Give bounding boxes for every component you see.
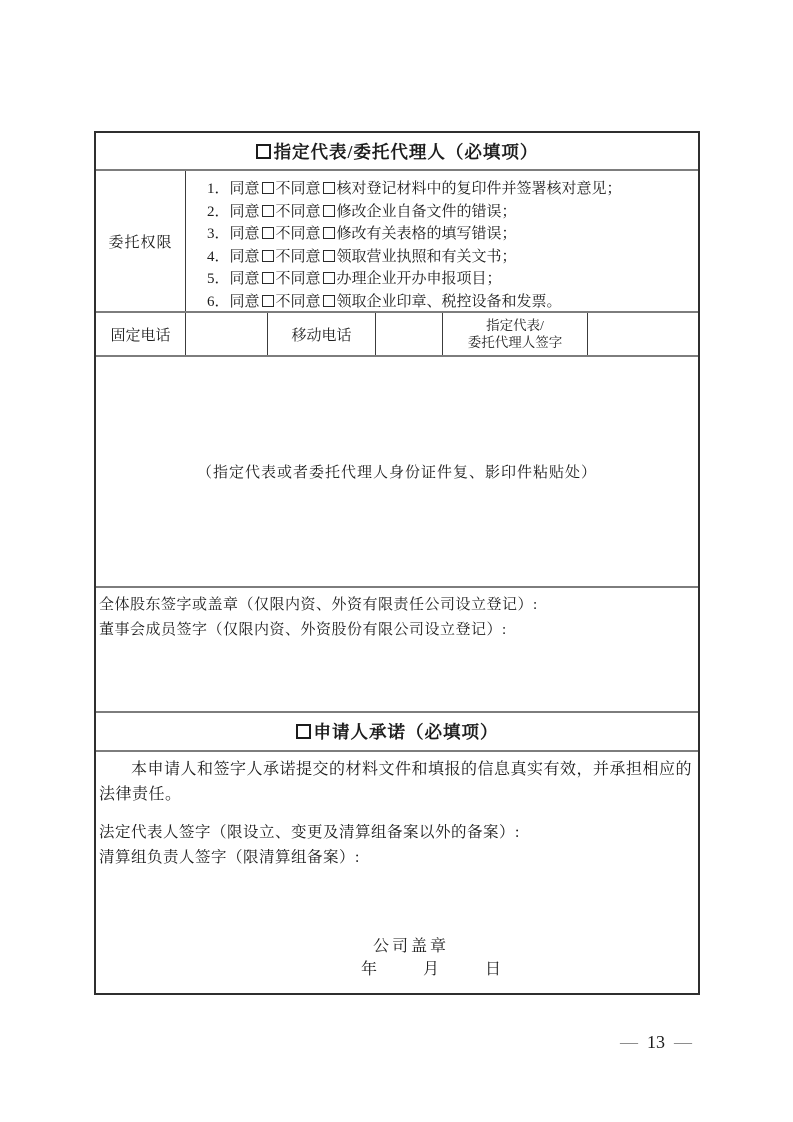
authorization-row bbox=[96, 171, 698, 313]
disagree-checkbox[interactable] bbox=[323, 182, 335, 194]
delegate-section-title: 指定代表/委托代理人（必填项） bbox=[273, 141, 539, 162]
disagree-label: 不同意 bbox=[275, 226, 321, 243]
page-number-footer bbox=[620, 1032, 692, 1053]
authorization-item bbox=[207, 268, 692, 291]
item-text: 领取企业印章、税控设备和发票。 bbox=[336, 293, 562, 310]
disagree-label: 不同意 bbox=[275, 293, 321, 310]
disagree-label: 不同意 bbox=[275, 248, 321, 265]
item-text: 核对登记材料中的复印件并签署核对意见； bbox=[336, 181, 622, 197]
disagree-label: 不同意 bbox=[275, 181, 321, 197]
disagree-checkbox[interactable] bbox=[323, 295, 335, 307]
item-number: 1． bbox=[207, 181, 230, 197]
page-number: 13 bbox=[647, 1032, 665, 1052]
mobile-phone-input-cell[interactable] bbox=[376, 313, 443, 355]
item-text: 办理企业开办申报项目； bbox=[336, 271, 502, 288]
disagree-label: 不同意 bbox=[275, 271, 321, 288]
mobile-phone-label: 移动电话 bbox=[268, 313, 376, 355]
disagree-checkbox[interactable] bbox=[323, 272, 335, 284]
agree-checkbox[interactable] bbox=[262, 295, 274, 307]
item-text: 修改企业自备文件的错误； bbox=[336, 203, 517, 220]
authorization-item bbox=[207, 201, 692, 224]
item-number: 3． bbox=[207, 226, 230, 243]
item-number: 4． bbox=[207, 248, 230, 265]
board-member-sign-label: 董事会成员签字（仅限内资、外资股份有限公司设立登记）: bbox=[99, 622, 507, 638]
id-copy-paste-note: （指定代表或者委托代理人身份证件复、影印件粘贴处） bbox=[196, 465, 597, 481]
item-number: 2． bbox=[207, 203, 230, 220]
agree-checkbox[interactable] bbox=[262, 272, 274, 284]
promise-section-title: 申请人承诺（必填项） bbox=[313, 722, 499, 742]
date-month-label: 月 bbox=[423, 961, 440, 978]
item-number: 6． bbox=[207, 293, 230, 310]
disagree-checkbox[interactable] bbox=[323, 250, 335, 262]
authorization-item bbox=[207, 246, 692, 269]
item-text: 领取营业执照和有关文书； bbox=[336, 248, 517, 265]
agree-label: 同意 bbox=[229, 293, 260, 310]
disagree-checkbox[interactable] bbox=[323, 227, 335, 239]
shareholder-signature-area bbox=[96, 588, 698, 713]
authorization-item bbox=[207, 291, 692, 314]
liquidation-leader-sign-label: 清算组负责人签字（限清算组备案）: bbox=[99, 849, 360, 866]
footer-dash-left: — bbox=[620, 1032, 638, 1052]
id-copy-paste-area bbox=[96, 357, 698, 588]
promise-section-checkbox[interactable] bbox=[296, 724, 311, 739]
representative-sign-label-line1: 指定代表/ bbox=[486, 317, 544, 333]
legal-rep-sign-label: 法定代表人签字（限设立、变更及清算组备案以外的备案）: bbox=[99, 824, 520, 841]
date-day-label: 日 bbox=[485, 961, 502, 978]
disagree-label: 不同意 bbox=[275, 203, 321, 220]
registration-form-table bbox=[94, 131, 700, 995]
agree-checkbox[interactable] bbox=[262, 227, 274, 239]
company-stamp-label: 公司盖章 bbox=[373, 938, 450, 955]
promise-section-body bbox=[96, 752, 698, 993]
delegate-section-title-row bbox=[96, 133, 698, 171]
item-text: 修改有关表格的填写错误； bbox=[336, 226, 517, 243]
disagree-checkbox[interactable] bbox=[323, 205, 335, 217]
delegate-section-checkbox[interactable] bbox=[256, 144, 271, 159]
company-stamp-area bbox=[99, 936, 695, 982]
agree-label: 同意 bbox=[229, 248, 260, 265]
authorization-row-label: 委托权限 bbox=[96, 171, 186, 311]
representative-sign-input-cell[interactable] bbox=[588, 313, 698, 355]
authorization-items-list bbox=[186, 171, 698, 311]
fixed-phone-label: 固定电话 bbox=[96, 313, 186, 355]
agree-label: 同意 bbox=[229, 226, 260, 243]
phone-row bbox=[96, 313, 698, 357]
authorization-item bbox=[207, 178, 692, 201]
fixed-phone-input-cell[interactable] bbox=[186, 313, 268, 355]
agree-label: 同意 bbox=[229, 181, 260, 197]
agree-checkbox[interactable] bbox=[262, 182, 274, 194]
footer-dash-right: — bbox=[674, 1032, 692, 1052]
promise-signature-lines bbox=[99, 820, 695, 870]
promise-section-title-row bbox=[96, 713, 698, 752]
authorization-item bbox=[207, 223, 692, 246]
representative-sign-label bbox=[443, 313, 588, 355]
shareholder-sign-label: 全体股东签字或盖章（仅限内资、外资有限责任公司设立登记）: bbox=[99, 597, 538, 613]
promise-statement: 本申请人和签字人承诺提交的材料文件和填报的信息真实有效，并承担相应的法律责任。 bbox=[99, 761, 693, 803]
agree-label: 同意 bbox=[229, 271, 260, 288]
date-line bbox=[361, 958, 695, 982]
agree-label: 同意 bbox=[229, 203, 260, 220]
agree-checkbox[interactable] bbox=[262, 205, 274, 217]
agree-checkbox[interactable] bbox=[262, 250, 274, 262]
representative-sign-label-line2: 委托代理人签字 bbox=[467, 335, 563, 350]
date-year-label: 年 bbox=[361, 961, 378, 978]
item-number: 5． bbox=[207, 271, 230, 288]
